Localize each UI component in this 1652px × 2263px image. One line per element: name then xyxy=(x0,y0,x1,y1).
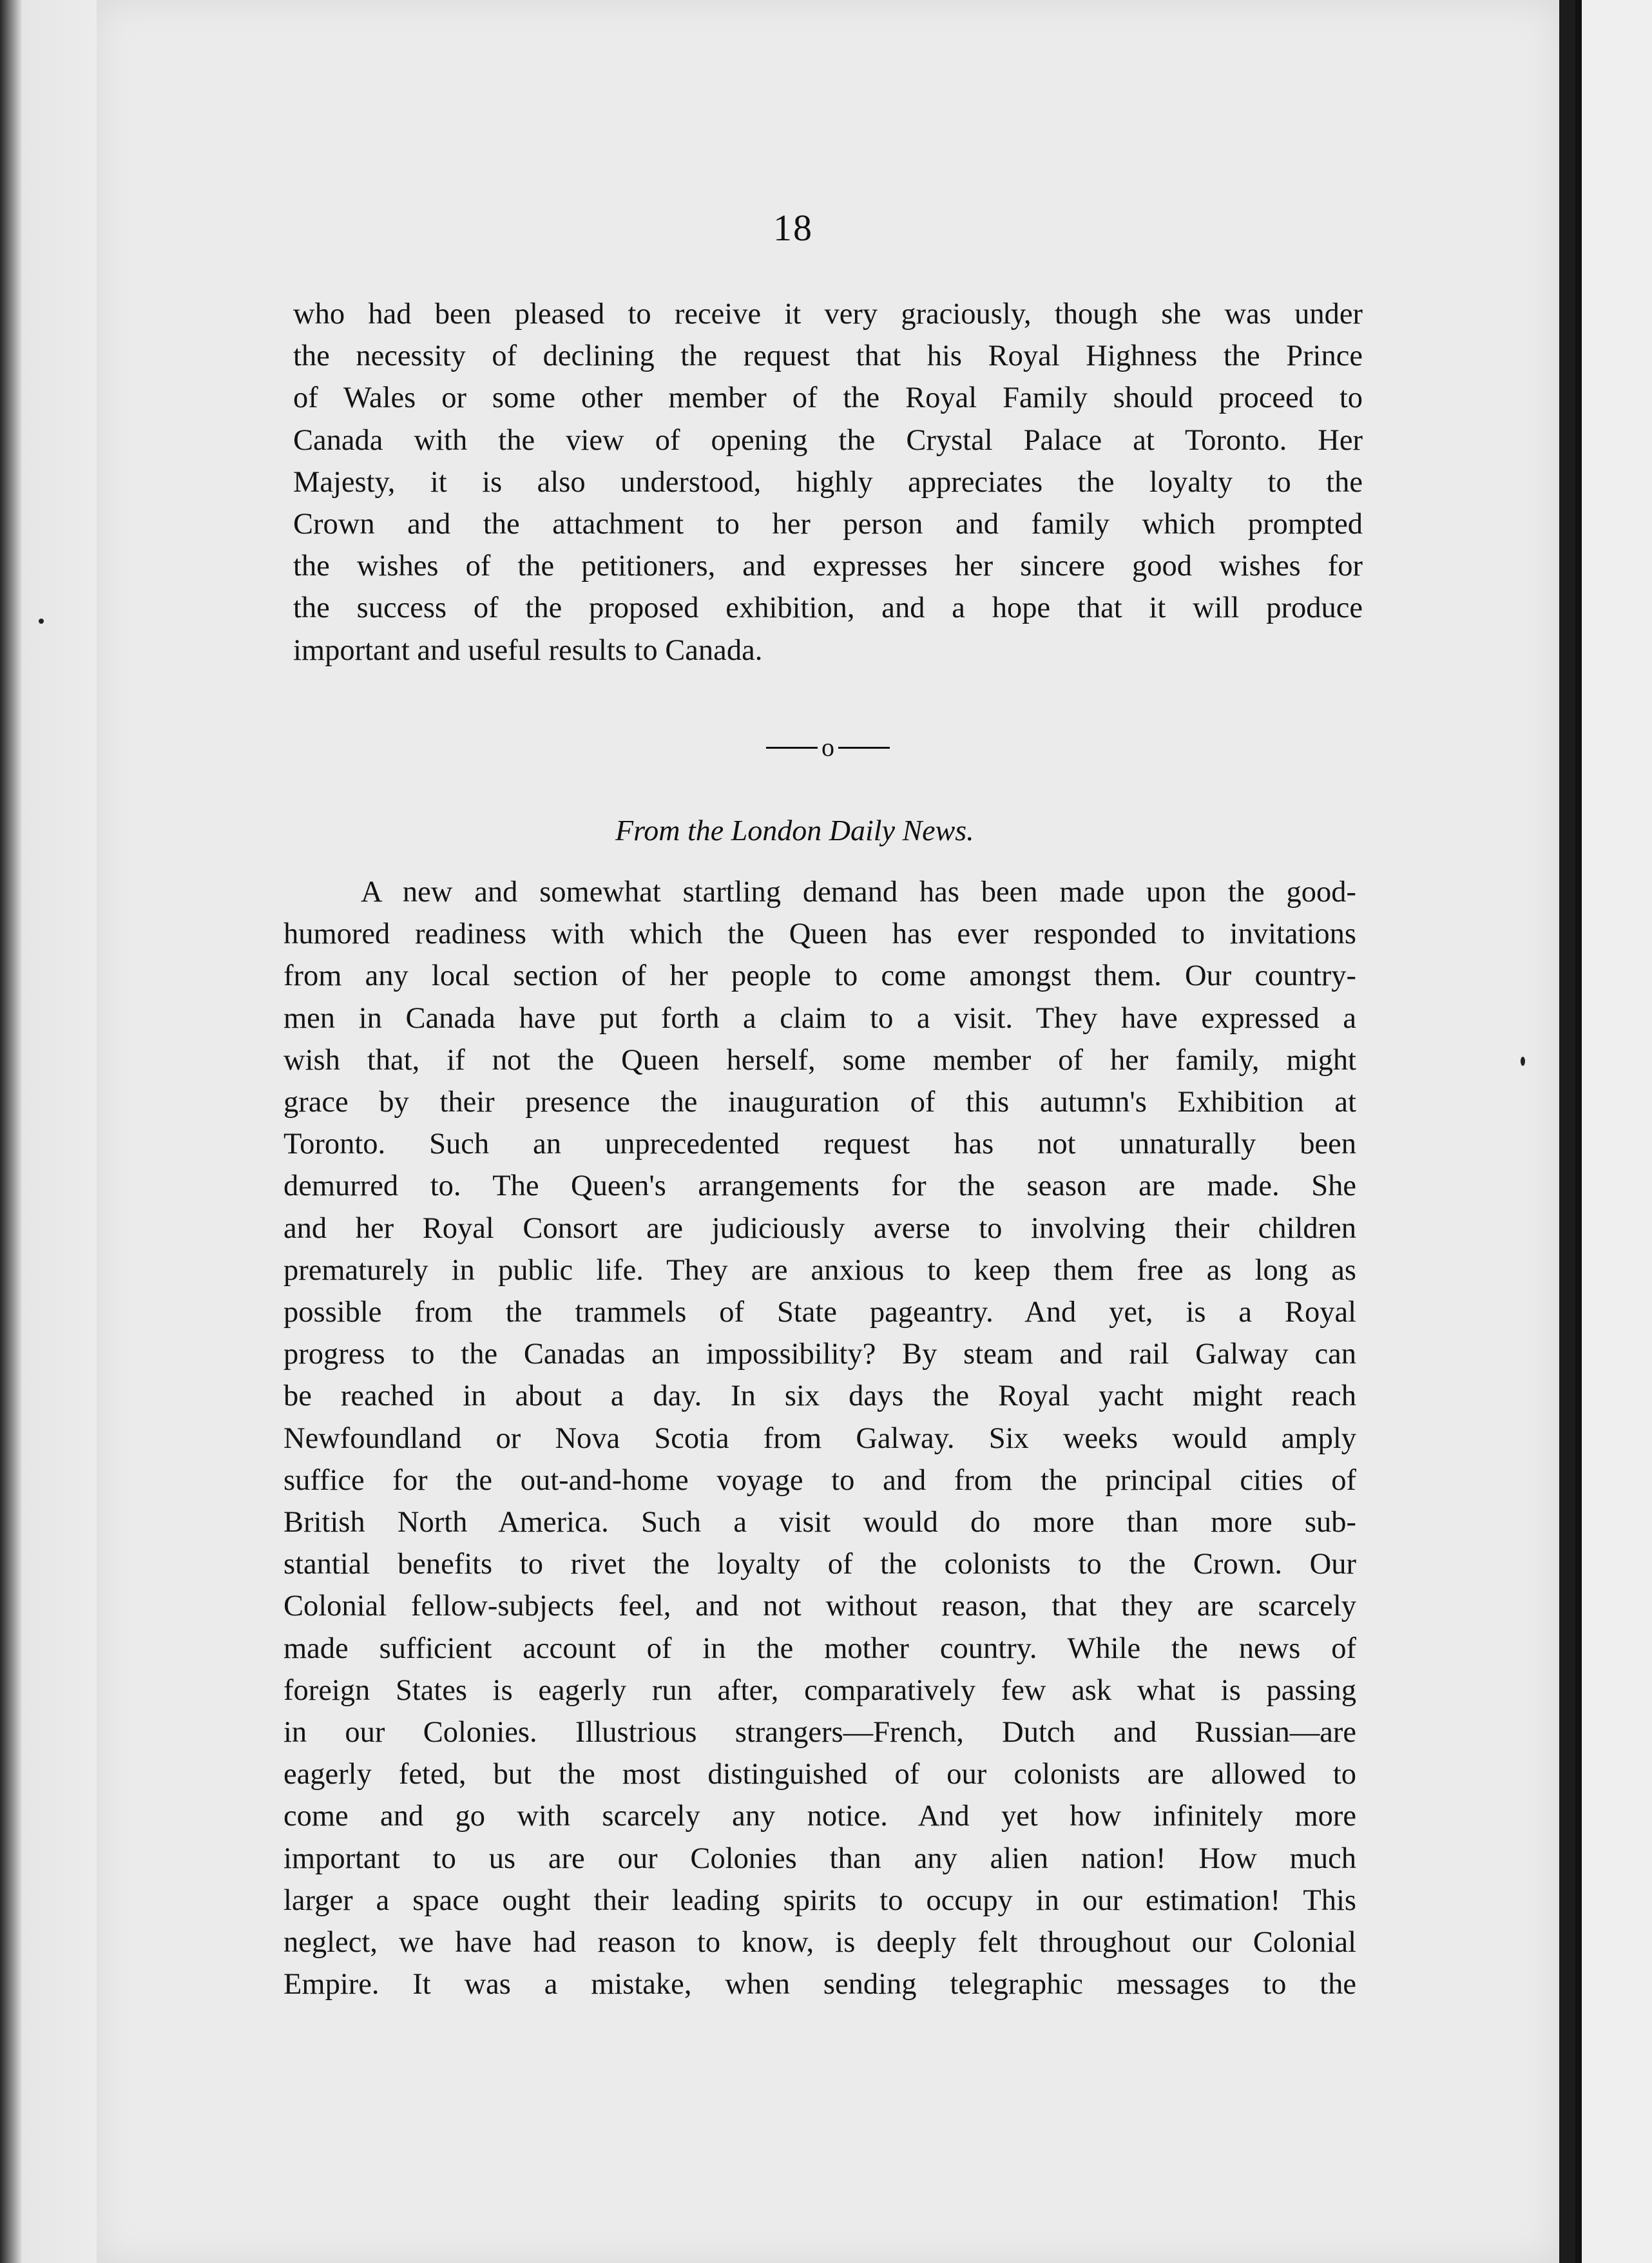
text-line: Newfoundland or Nova Scotia from Galway. Six weeks would amply xyxy=(283,1421,1356,1455)
text-line: Empire. It was a mistake, when sending telegraphic messages to the xyxy=(283,1968,1356,2001)
page-number: 18 xyxy=(773,207,813,249)
text-line: stantial benefits to rivet the loyalty of the colonists to the Crown. Our xyxy=(283,1548,1356,1581)
text-line: who had been pleased to receive it very graciously, though she was under xyxy=(293,298,1363,331)
text-line: the success of the proposed exhibition, and a hope that it will produce xyxy=(293,592,1363,625)
text-line: foreign States is eagerly run after, comparatively few ask what is passing xyxy=(283,1673,1356,1707)
text-line: suffice for the out-and-home voyage to and from the principal cities of xyxy=(283,1463,1356,1497)
text-line: prematurely in public life. They are anxious to keep them free as long as xyxy=(283,1253,1356,1287)
text-line: the wishes of the petitioners, and expresses her sincere good wishes for xyxy=(293,550,1363,583)
scan-speck xyxy=(1521,1057,1525,1066)
text-line: A new and somewhat startling demand has been made upon the good- xyxy=(361,876,1356,909)
section-divider xyxy=(754,735,902,760)
text-line: British North America. Such a visit would do more than more sub- xyxy=(283,1506,1356,1539)
text-line: Majesty, it is also understood, highly appreciates the loyalty to the xyxy=(293,465,1363,499)
text-line: important and useful results to Canada. xyxy=(293,633,763,667)
text-line: larger a space ought their leading spirits to occupy in our estimation! This xyxy=(283,1883,1356,1917)
divider-ornament: o xyxy=(821,733,834,762)
section-heading: From the London Daily News. xyxy=(615,814,974,847)
text-line: Crown and the attachment to her person and family which prompted xyxy=(293,508,1363,541)
text-line: come and go with scarcely any notice. And yet how infinitely more xyxy=(283,1800,1356,1833)
text-line: possible from the trammels of State pageantry. And yet, is a Royal xyxy=(283,1296,1356,1329)
paragraph-continuation xyxy=(293,293,1363,671)
text-line: be reached in about a day. In six days the Royal yacht might reach xyxy=(283,1380,1356,1413)
article-paragraph xyxy=(283,871,1356,2005)
text-line: progress to the Canadas an impossibility? By steam and rail Galway can xyxy=(283,1338,1356,1371)
text-line: made sufficient account of in the mother country. While the news of xyxy=(283,1632,1356,1665)
text-line: of Wales or some other member of the Royal Family should proceed to xyxy=(293,381,1363,415)
text-line: grace by their presence the inauguration of this autumn's Exhibition at xyxy=(283,1086,1356,1119)
text-line: neglect, we have had reason to know, is deeply felt throughout our Colonial xyxy=(283,1926,1356,1960)
adjacent-page-strip xyxy=(1575,0,1652,2263)
text-line: Colonial fellow-subjects feel, and not without reason, that they are scarcely xyxy=(283,1590,1356,1623)
text-line: Toronto. Such an unprecedented request has not unnaturally been xyxy=(283,1128,1356,1161)
text-line: from any local section of her people to come amongst them. Our country- xyxy=(283,959,1356,993)
text-line: the necessity of declining the request that his Royal Highness the Prince xyxy=(293,340,1363,373)
text-line: in our Colonies. Illustrious strangers—French, Dutch and Russian—are xyxy=(283,1716,1356,1749)
text-line: demurred to. The Queen's arrangements for the season are made. She xyxy=(283,1170,1356,1203)
text-line: men in Canada have put forth a claim to a visit. They have expressed a xyxy=(283,1001,1356,1035)
text-line: eagerly feted, but the most distinguished of our colonists are allowed to xyxy=(283,1758,1356,1791)
text-line: Canada with the view of opening the Crystal Palace at Toronto. Her xyxy=(293,423,1363,457)
scan-left-edge xyxy=(0,0,97,2263)
text-line: humored readiness with which the Queen has ever responded to invitations xyxy=(283,918,1356,951)
text-line: wish that, if not the Queen herself, some member of her family, might xyxy=(283,1043,1356,1077)
text-line: important to us are our Colonies than any alien nation! How much xyxy=(283,1842,1356,1875)
scan-speck xyxy=(39,619,44,624)
text-line: and her Royal Consort are judiciously averse to involving their children xyxy=(283,1211,1356,1245)
